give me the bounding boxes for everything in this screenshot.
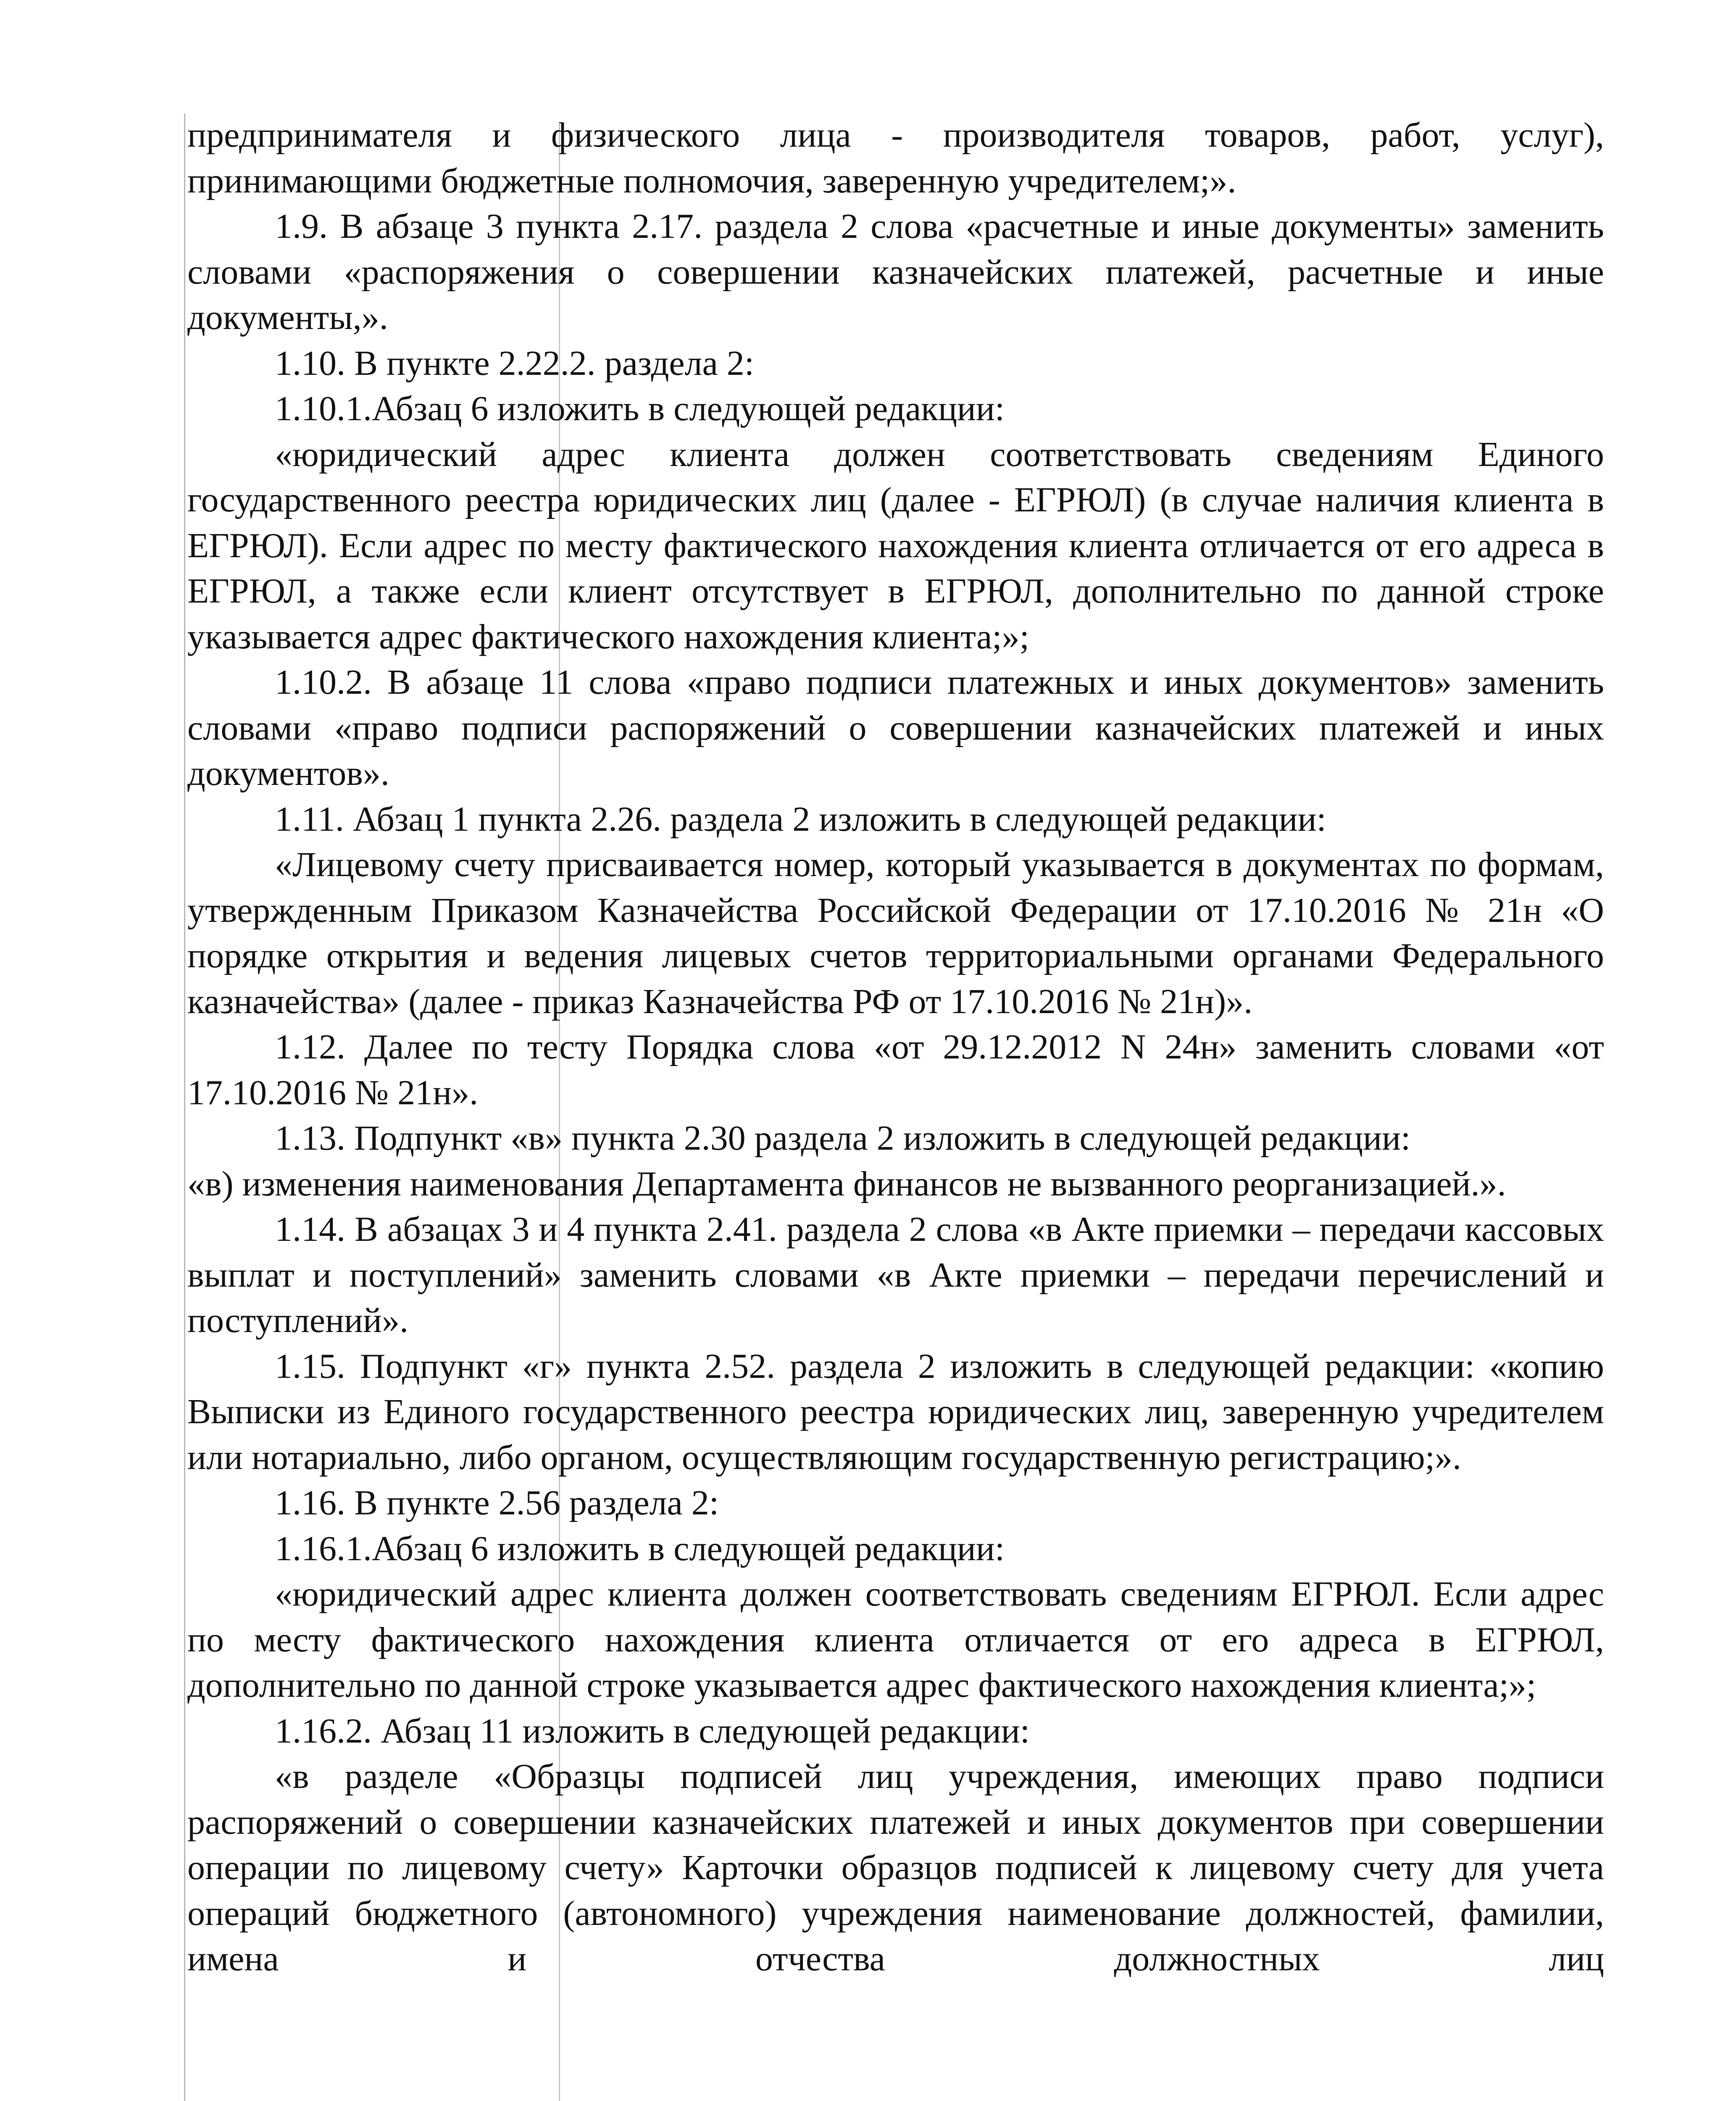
paragraph-1-10: 1.10. В пункте 2.22.2. раздела 2: <box>275 343 755 383</box>
paragraph-1-16-1: 1.16.1.Абзац 6 изложить в следующей редакции: <box>275 1529 1005 1568</box>
paragraph-signatures-quote: «в разделе «Образцы подписей лиц учреждения, имеющих право подписи распоряжений о совершении казначейских платежей и иных документов при совершении операции по лицевому счету» Карточки образцов подписей к лицевому счету для учета операций бюджетного (автономного) учреждения наименование должностей, фамилии, имена и отчества должностных лиц <box>187 1757 1604 1978</box>
document-body <box>187 113 1604 1982</box>
paragraph-1-15: 1.15. Подпункт «г» пункта 2.52. раздела 2 изложить в следующей редакции: «копию Выписки из Единого государственного реестра юридических лиц, заверенную учредителем или нотариально, либо органом, осуществляющим государственную регистрацию;». <box>187 1346 1604 1477</box>
paragraph-1-13-quote: «в) изменения наименования Департамента финансов не вызванного реорганизацией.». <box>187 1164 1506 1203</box>
paragraph-1-11: 1.11. Абзац 1 пункта 2.26. раздела 2 изложить в следующей редакции: <box>275 799 1326 839</box>
paragraph-1-9: 1.9. В абзаце 3 пункта 2.17. раздела 2 слова «расчетные и иные документы» заменить словами «распоряжения о совершении казначейских платежей, расчетные и иные документы,». <box>187 207 1604 337</box>
paragraph-1-16: 1.16. В пункте 2.56 раздела 2: <box>275 1483 719 1522</box>
scan-margin-line <box>184 113 185 2101</box>
paragraph-1-16-2: 1.16.2. Абзац 11 изложить в следующей редакции: <box>275 1711 1030 1751</box>
paragraph-1-10-2: 1.10.2. В абзаце 11 слова «право подписи платежных и иных документов» заменить словами «право подписи распоряжений о совершении казначейских платежей и иных документов». <box>187 663 1604 793</box>
paragraph-1-13: 1.13. Подпункт «в» пункта 2.30 раздела 2 изложить в следующей редакции: <box>275 1119 1411 1158</box>
paragraph-legal-address-quote: «юридический адрес клиента должен соответствовать сведениям Единого государственного реестра юридических лиц (далее - ЕГРЮЛ) (в случае наличия клиента в ЕГРЮЛ). Если адрес по месту фактического нахождения клиента отличается от его адреса в ЕГРЮЛ, а также если клиент отсутствует в ЕГРЮЛ, дополнительно по данной строке указывается адрес фактического нахождения клиента;»; <box>187 434 1604 656</box>
paragraph-1-14: 1.14. В абзацах 3 и 4 пункта 2.41. раздела 2 слова «в Акте приемки – передачи кассовых выплат и поступлений» заменить словами «в Акте приемки – передачи перечислений и поступлений». <box>187 1210 1604 1340</box>
paragraph-legal-address-quote-2: «юридический адрес клиента должен соответствовать сведениям ЕГРЮЛ. Если адрес по месту фактического нахождения клиента отличается от его адреса в ЕГРЮЛ, дополнительно по данной строке указывается адрес фактического нахождения клиента;»; <box>187 1574 1604 1705</box>
paragraph-1-12: 1.12. Далее по тесту Порядка слова «от 29.12.2012 N 24н» заменить словами «от 17.10.2016 № 21н». <box>187 1027 1604 1112</box>
paragraph-1-10-1: 1.10.1.Абзац 6 изложить в следующей редакции: <box>275 389 1005 428</box>
paragraph-continuation: предпринимателя и физического лица - производителя товаров, работ, услуг), принимающими бюджетные полномочия, заверенную учредителем;». <box>187 116 1604 200</box>
paragraph-account-number-quote: «Лицевому счету присваивается номер, который указывается в документах по формам, утвержденным Приказом Казначейства Российской Федерации от 17.10.2016 № 21н «О порядке открытия и ведения лицевых счетов территориальными органами Федерального казначейства» (далее - приказ Казначейства РФ от 17.10.2016 № 21н)». <box>187 845 1604 1021</box>
